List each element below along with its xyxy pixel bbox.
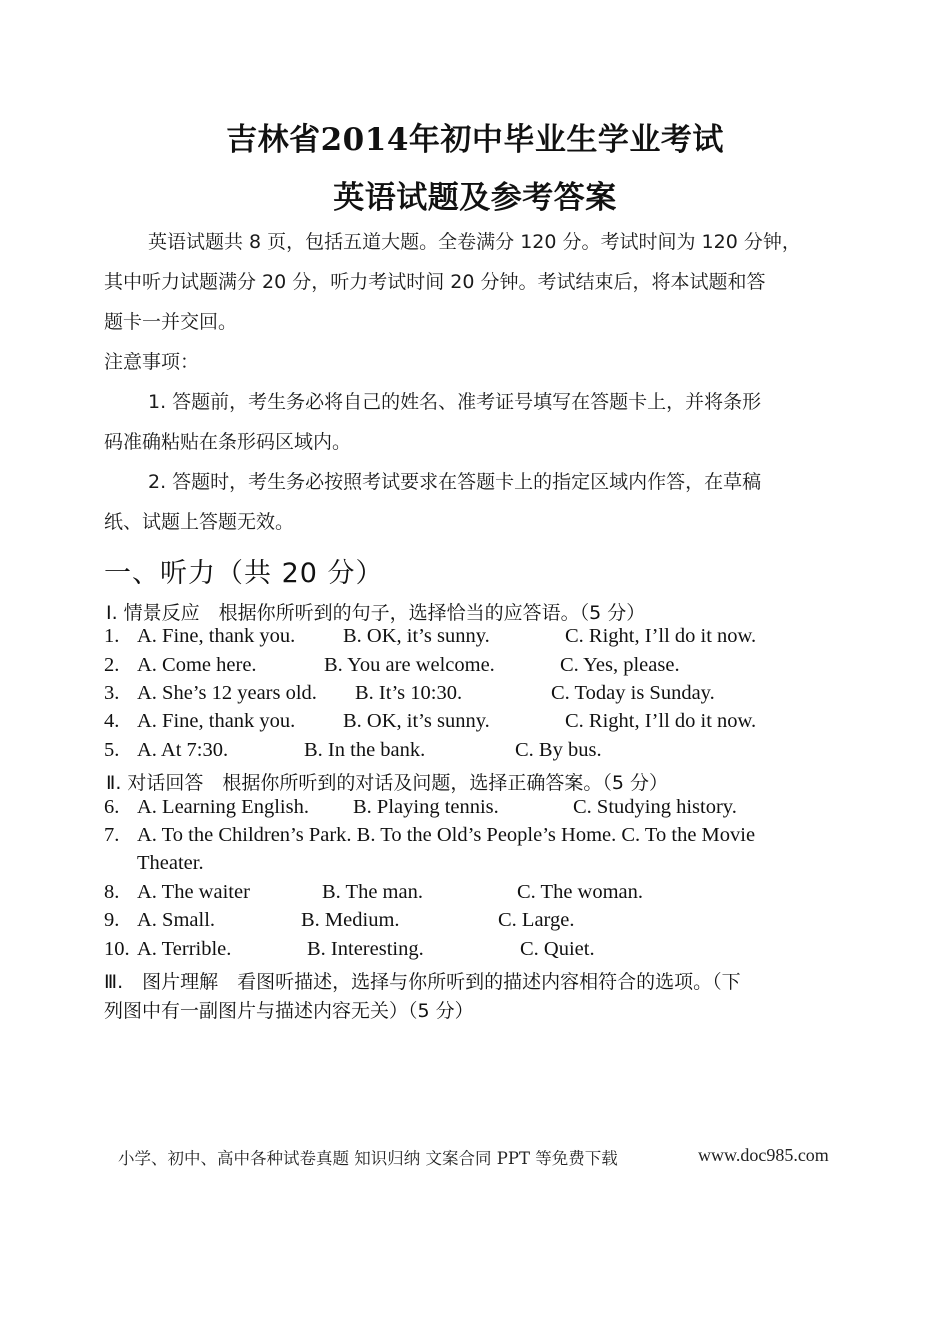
question-number: 8.	[104, 881, 120, 903]
question-options-line: Theater.	[137, 852, 204, 874]
question-number: 9.	[104, 909, 120, 931]
option-a: A. The waiter	[137, 881, 250, 903]
intro-line-3: 题卡一并交回。	[104, 311, 238, 333]
question-number: 2.	[104, 654, 120, 676]
part3-heading-line-1: Ⅲ. 图片理解 看图听描述，选择与你所听到的描述内容相符合的选项。（下	[104, 971, 741, 993]
part3-heading-line-2: 列图中有一副图片与描述内容无关）（5 分）	[104, 1000, 474, 1022]
option-a: A. At 7:30.	[137, 739, 229, 761]
section-listening-heading: 一、听力（共 20 分）	[104, 558, 384, 589]
question-number: 3.	[104, 682, 120, 704]
footer-url-link[interactable]: www.doc985.com	[698, 1145, 829, 1165]
question-row-continuation	[0, 852, 950, 878]
note-1-line-2: 码准确粘贴在条形码区域内。	[104, 431, 352, 453]
note-2-line-2: 纸、试题上答题无效。	[104, 511, 295, 533]
question-options-line: A. To the Children’s Park. B. To the Old’s People’s Home. C. To the Movie	[137, 824, 756, 846]
option-a: A. Fine, thank you.	[137, 710, 296, 732]
option-c: C. Right, I’ll do it now.	[565, 625, 757, 647]
question-row	[0, 881, 950, 907]
option-c: C. Right, I’ll do it now.	[565, 710, 757, 732]
question-row	[0, 909, 950, 935]
option-b: B. The man.	[322, 881, 423, 903]
option-a: A. Fine, thank you.	[137, 625, 296, 647]
question-row	[0, 625, 950, 651]
intro-line-2: 其中听力试题满分 20 分，听力考试时间 20 分钟。考试结束后，将本试题和答	[104, 271, 766, 293]
question-row	[0, 796, 950, 822]
question-number: 4.	[104, 710, 120, 732]
option-b: B. It’s 10:30.	[355, 682, 463, 704]
note-2-line-1: 2. 答题时，考生务必按照考试要求在答题卡上的指定区域内作答，在草稿	[148, 471, 762, 493]
footer-text: 小学、初中、高中各种试卷真题 知识归纳 文案合同 PPT 等免费下载	[118, 1149, 618, 1168]
option-b: B. You are welcome.	[324, 654, 495, 676]
option-b: B. OK, it’s sunny.	[343, 625, 490, 647]
intro-line-1: 英语试题共 8 页，包括五道大题。全卷满分 120 分。考试时间为 120 分钟，	[148, 231, 801, 253]
part2-heading: Ⅱ. 对话回答 根据你所听到的对话及问题，选择正确答案。（5 分）	[106, 772, 669, 794]
option-b: B. Medium.	[301, 909, 400, 931]
option-b: B. In the bank.	[304, 739, 426, 761]
question-row	[0, 824, 950, 850]
notes-heading: 注意事项：	[104, 351, 200, 373]
question-number: 7.	[104, 824, 120, 846]
option-c: C. Today is Sunday.	[551, 682, 715, 704]
question-row	[0, 938, 950, 964]
question-row	[0, 682, 950, 708]
exam-subtitle: 英语试题及参考答案	[333, 180, 617, 216]
question-number: 10.	[104, 938, 130, 960]
option-c: C. Yes, please.	[560, 654, 680, 676]
exam-title: 吉林省2014年初中毕业生学业考试	[226, 122, 724, 158]
option-c: C. Studying history.	[573, 796, 737, 818]
question-number: 6.	[104, 796, 120, 818]
part1-heading: Ⅰ. 情景反应 根据你所听到的句子，选择恰当的应答语。（5 分）	[106, 602, 646, 624]
question-row	[0, 739, 950, 765]
question-number: 5.	[104, 739, 120, 761]
option-b: B. OK, it’s sunny.	[343, 710, 490, 732]
option-c: C. Large.	[498, 909, 575, 931]
option-a: A. Come here.	[137, 654, 257, 676]
option-b: B. Playing tennis.	[353, 796, 499, 818]
question-row	[0, 710, 950, 736]
question-row	[0, 654, 950, 680]
question-number: 1.	[104, 625, 120, 647]
option-a: A. Learning English.	[137, 796, 309, 818]
option-a: A. She’s 12 years old.	[137, 682, 317, 704]
note-1-line-1: 1. 答题前，考生务必将自己的姓名、准考证号填写在答题卡上，并将条形	[148, 391, 762, 413]
option-a: A. Small.	[137, 909, 216, 931]
option-c: C. The woman.	[517, 881, 644, 903]
option-a: A. Terrible.	[137, 938, 232, 960]
option-c: C. Quiet.	[520, 938, 595, 960]
option-b: B. Interesting.	[307, 938, 424, 960]
option-c: C. By bus.	[515, 739, 602, 761]
